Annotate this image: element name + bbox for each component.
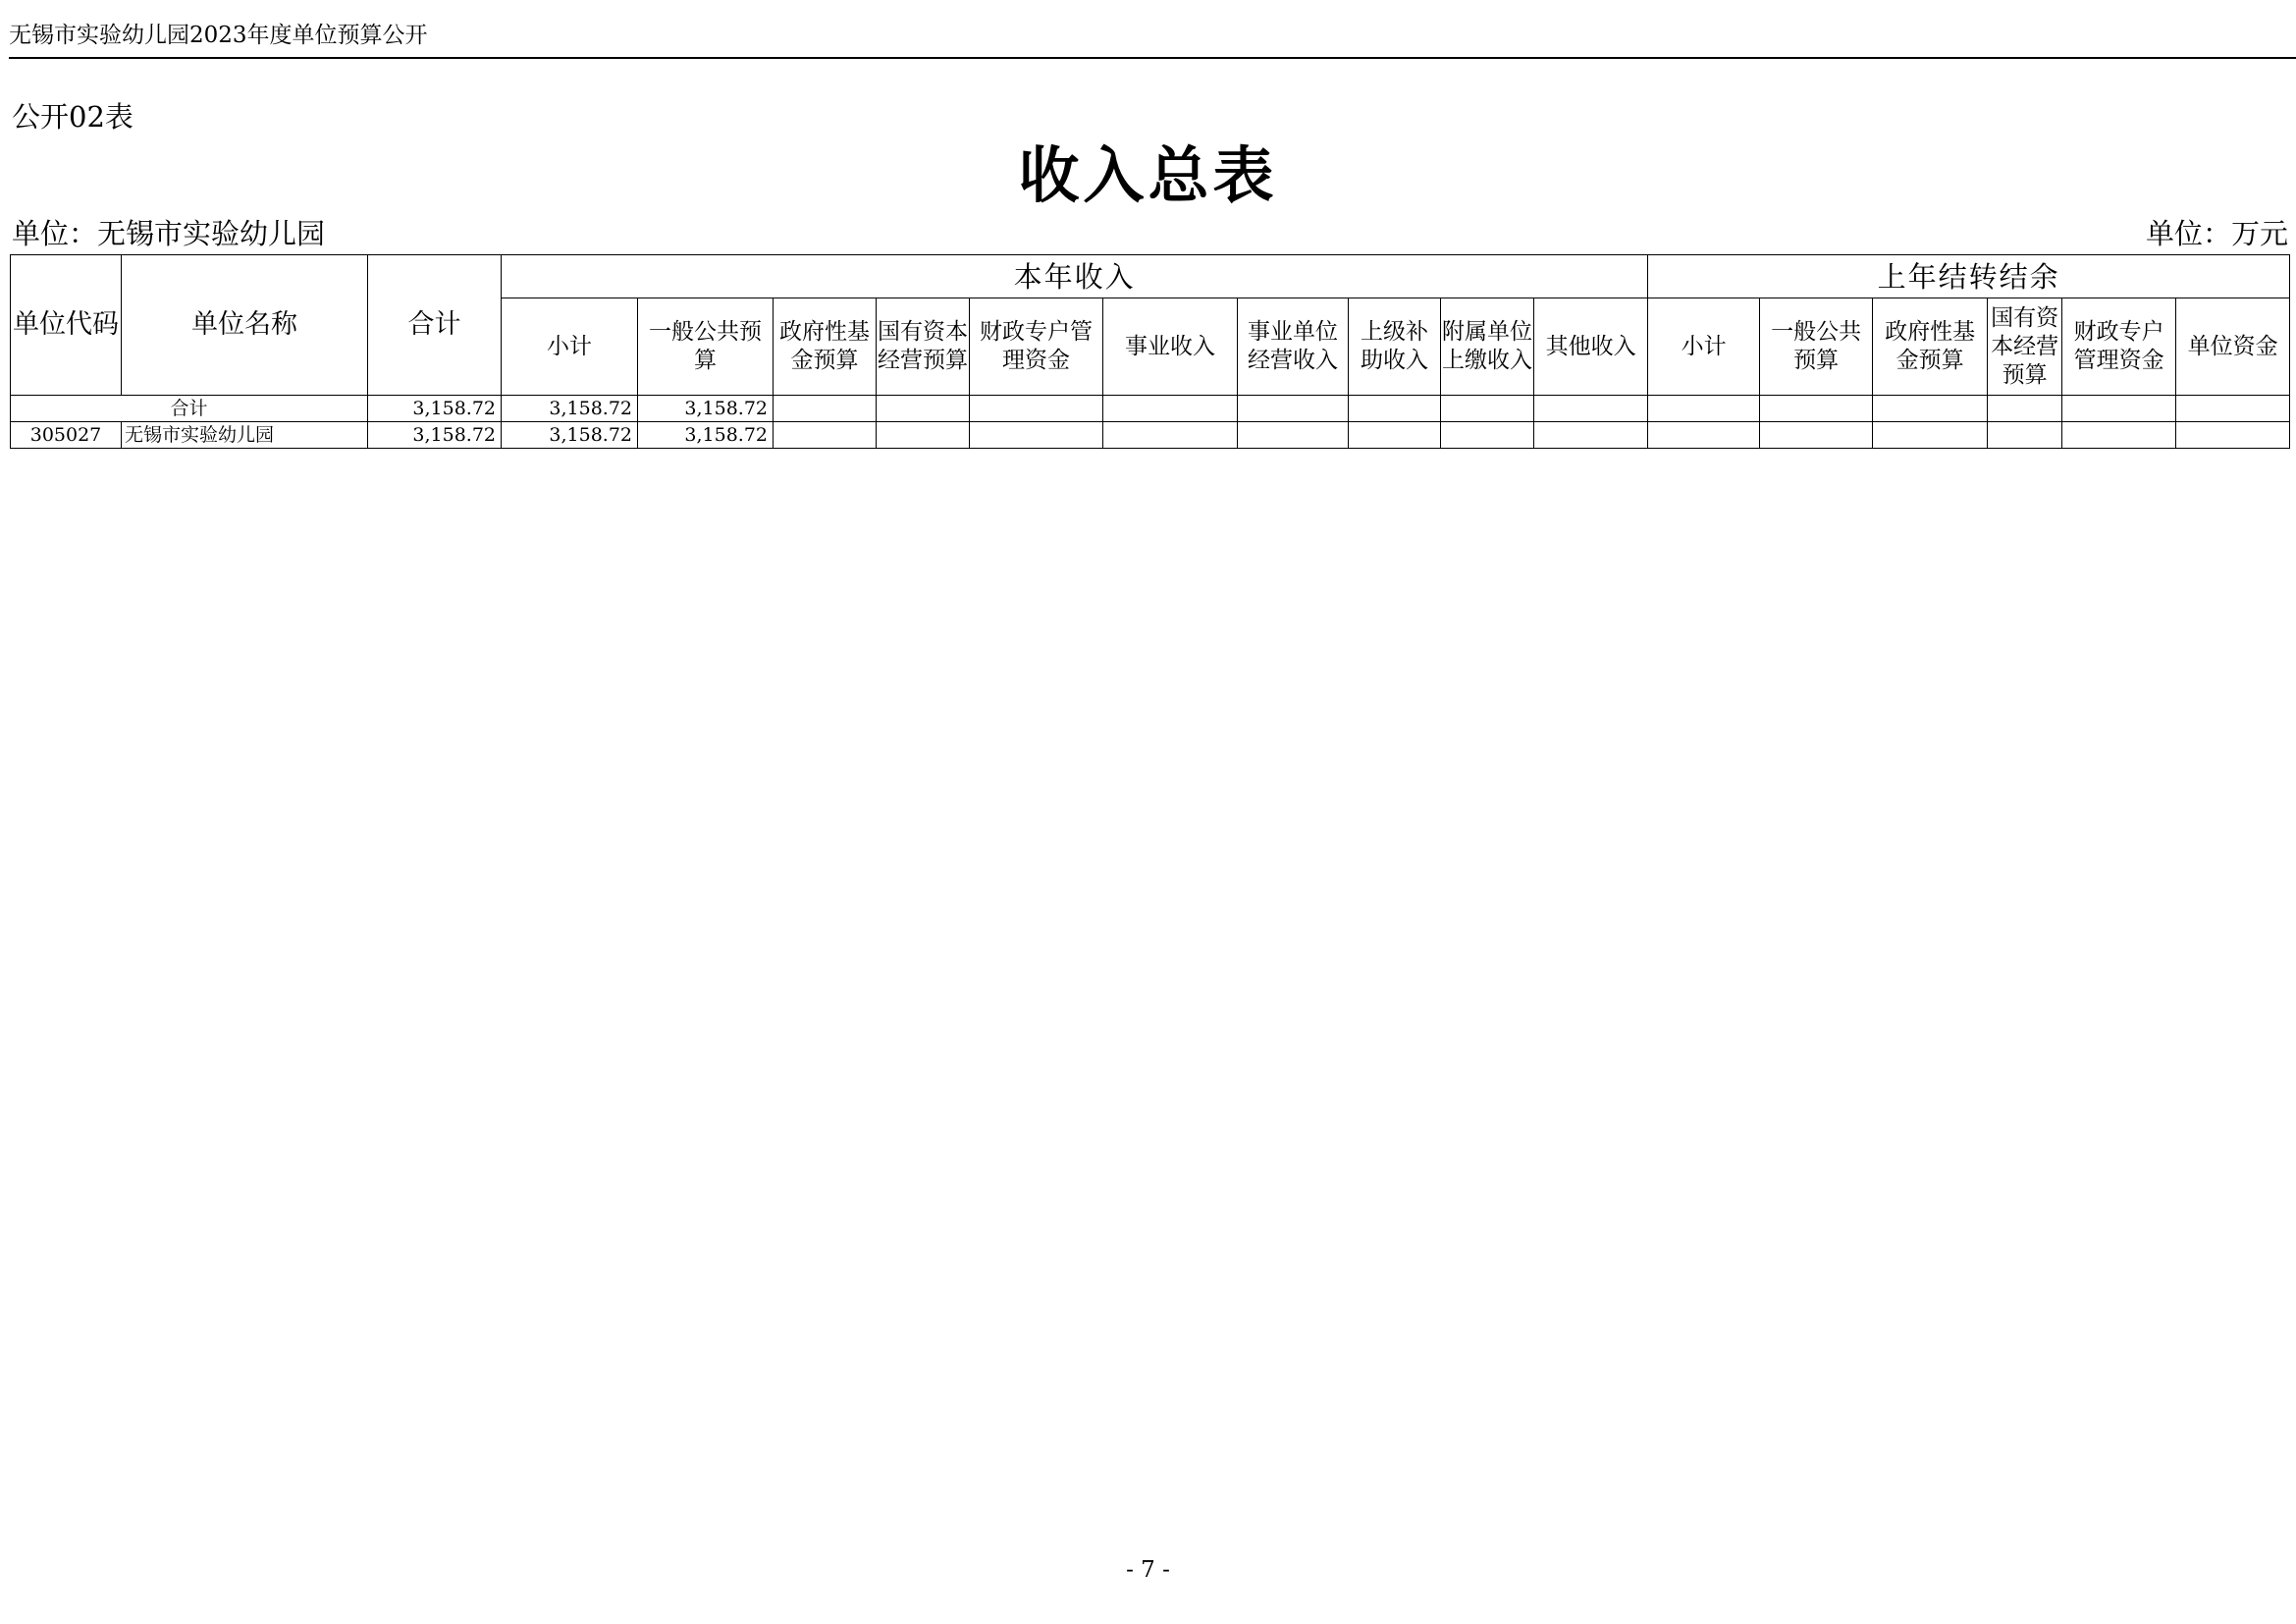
header-current-subtotal: 小计 [502,298,638,396]
total-row-cell [1238,396,1349,422]
total-row-cell [1988,396,2062,422]
table-row [11,422,2290,449]
total-row-cell [1441,396,1534,422]
row-cell [1534,422,1648,449]
header-prior-special-account: 财政专户管理资金 [2062,298,2176,396]
table-header [11,255,2290,396]
row-unit-code: 305027 [11,422,122,449]
row-cell [1103,422,1238,449]
header-current-superior-subsidy: 上级补助收入 [1349,298,1441,396]
total-row-label: 合计 [11,396,368,422]
total-row-cell [1534,396,1648,422]
row-cell [1238,422,1349,449]
total-row-cell [2176,396,2290,422]
row-cell [1988,422,2062,449]
total-row-cell: 3,158.72 [502,396,638,422]
header-prior-state-capital: 国有资本经营预算 [1988,298,2062,396]
currency-unit: 单位：万元 [2145,217,2288,250]
header-unit-name: 单位名称 [122,255,368,396]
row-cell [970,422,1103,449]
row-cell [1441,422,1534,449]
table-total-row [11,396,2290,422]
header-current-special-account: 财政专户管理资金 [970,298,1103,396]
header-current-business-income: 事业收入 [1103,298,1238,396]
row-total: 3,158.72 [368,422,502,449]
row-cell [1648,422,1760,449]
row-cell [2176,422,2290,449]
total-row-cell [774,396,877,422]
header-current-government-fund: 政府性基金预算 [774,298,877,396]
header-unit-code: 单位代码 [11,255,122,396]
header-prior-government-fund: 政府性基金预算 [1873,298,1988,396]
page-title: 收入总表 [1018,139,1278,211]
header-divider [9,57,2296,59]
header-current-affiliate-remittance: 附属单位上缴收入 [1441,298,1534,396]
row-cell [774,422,877,449]
row-cell [1873,422,1988,449]
row-cell [2062,422,2176,449]
total-row-cell [970,396,1103,422]
form-number: 公开02表 [12,100,133,134]
row-cell [1349,422,1441,449]
header-prior-year-carryover: 上年结转结余 [1648,255,2290,298]
income-summary-table [10,254,2290,449]
total-row-total: 3,158.72 [368,396,502,422]
header-prior-unit-funds: 单位资金 [2176,298,2290,396]
row-cell [1760,422,1873,449]
row-unit-name: 无锡市实验幼儿园 [122,422,368,449]
header-current-general-budget: 一般公共预算 [638,298,774,396]
reporting-unit: 单位：无锡市实验幼儿园 [12,217,326,250]
header-current-state-capital: 国有资本经营预算 [877,298,970,396]
header-prior-subtotal: 小计 [1648,298,1760,396]
running-header: 无锡市实验幼儿园2023年度单位预算公开 [9,23,428,48]
header-total: 合计 [368,255,502,396]
header-current-year-income: 本年收入 [502,255,1648,298]
total-row-cell [1760,396,1873,422]
page-number: - 7 - [1126,1557,1170,1583]
total-row-cell [2062,396,2176,422]
total-row-cell [1349,396,1441,422]
row-cell: 3,158.72 [638,422,774,449]
total-row-cell [1103,396,1238,422]
header-group-row [11,255,2290,298]
header-current-other-income: 其他收入 [1534,298,1648,396]
total-row-cell: 3,158.72 [638,396,774,422]
total-row-cell [877,396,970,422]
table-body [11,396,2290,449]
row-cell: 3,158.72 [502,422,638,449]
header-prior-general-budget: 一般公共预算 [1760,298,1873,396]
total-row-cell [1648,396,1760,422]
header-current-operating-income: 事业单位经营收入 [1238,298,1349,396]
total-row-cell [1873,396,1988,422]
row-cell [877,422,970,449]
